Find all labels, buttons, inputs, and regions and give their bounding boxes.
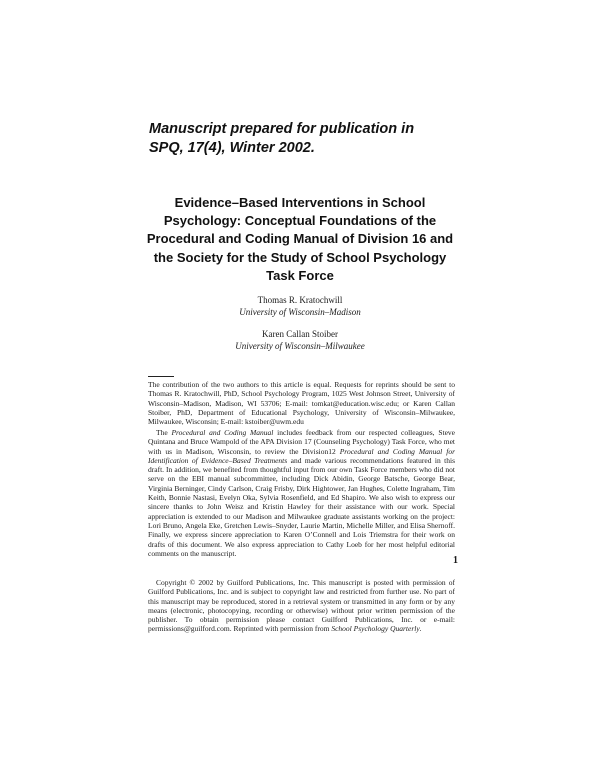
footnote-paragraph-1: The contribution of the two authors to this article is equal. Requests for reprints should be sent to Thomas R. Kratochwill, PhD, School Psychology Program, 1025 West Johnson Street, University of Wisconsin–Madison, Madison, WI 53706; E-mail: tomkat@education.wisc.edu; or Karen Callan Stoiber, PhD, Department of Educational Psychology, University of Wisconsin–Milwaukee, Milwaukee, Wisconsin; E-mail: kstoiber@uwm.edu: [148, 380, 455, 427]
footnote-rule: [148, 376, 174, 377]
author-name: Karen Callan Stoiber: [262, 329, 338, 339]
page-number: 1: [453, 555, 458, 566]
footnote-contact: [148, 380, 455, 426]
article-title: [130, 194, 470, 285]
author-name: Thomas R. Kratochwill: [257, 295, 343, 305]
title-line-4: the Society for the Study of School Psychology: [153, 249, 447, 265]
manuscript-note: [149, 120, 469, 158]
footnote-acknowledgments: [148, 428, 455, 558]
manuscript-note-line-1: Manuscript prepared for publication in: [149, 121, 415, 137]
title-line-2: Psychology: Conceptual Foundations of the: [163, 213, 437, 229]
footnote-paragraph-2: The Procedural and Coding Manual includes feedback from our respected colleagues, Steve Quintana and Bruce Wampold of the APA Division 17 (Counseling Psychology) Task Force, who met with us in Madison, Wisconsin, to review the Division12 Procedural and Coding Manual for Identification of Evidence–Based Treatments and made various recommendations featured in this draft. In addition, we benefited from thoughtful input from our own Task Force members who did not serve on the EBI manual subcommittee, including Dick Abidin, George Batsche, George Bear, Virginia Berninger, Cindy Carlson, Craig Frisby, Dirk Hightower, Jan Hughes, Colette Ingraham, Tim Keith, Bonnie Nastasi, Evelyn Oka, Sylvia Rosenfield, and Ed Shapiro. We also wish to express our sincere thanks to John Weisz and Kristin Hawley for their assistance with our work. Special appreciation is extended to our Madison and Milwaukee graduate assistants working on the project: Lori Bruno, Angela Eke, Gretchen Lewis–Snyder, Laurie Martin, Michelle Miller, and Elisa Shernoff. Finally, we express sincere appreciation to Karen O’Connell and Lois Triemstra for their work on drafts of this document. We also express appreciation to Cathy Loeb for her most helpful editorial comments on the manuscript.: [148, 428, 456, 558]
manuscript-note-line-2: SPQ, 17(4), Winter 2002.: [149, 140, 315, 156]
author-affiliation: University of Wisconsin–Madison: [239, 307, 361, 317]
title-line-3: Procedural and Coding Manual of Division 16 and: [146, 231, 454, 247]
title-line-5: Task Force: [266, 267, 334, 283]
author-block-2: [150, 328, 450, 352]
author-block-1: [150, 294, 450, 318]
title-line-1: Evidence–Based Interventions in School: [174, 195, 426, 210]
footnote-paragraph-3: Copyright © 2002 by Guilford Publications, Inc. This manuscript is posted with permission of Guilford Publications, Inc. and is subject to copyright law and restricted from further use. No part of this manuscript may be reproduced, stored in a retrieval system or transmitted in any form or by any means (electronic, photocopying, recording or otherwise) without prior written permission of the publisher. To obtain permission please contact Guilford Publications, Inc. or e-mail: permissions@guilford.com. Reprinted with permission from School Psychology Quarterly.: [148, 578, 455, 634]
footnote-copyright: [148, 578, 455, 634]
author-affiliation: University of Wisconsin–Milwaukee: [235, 341, 365, 351]
